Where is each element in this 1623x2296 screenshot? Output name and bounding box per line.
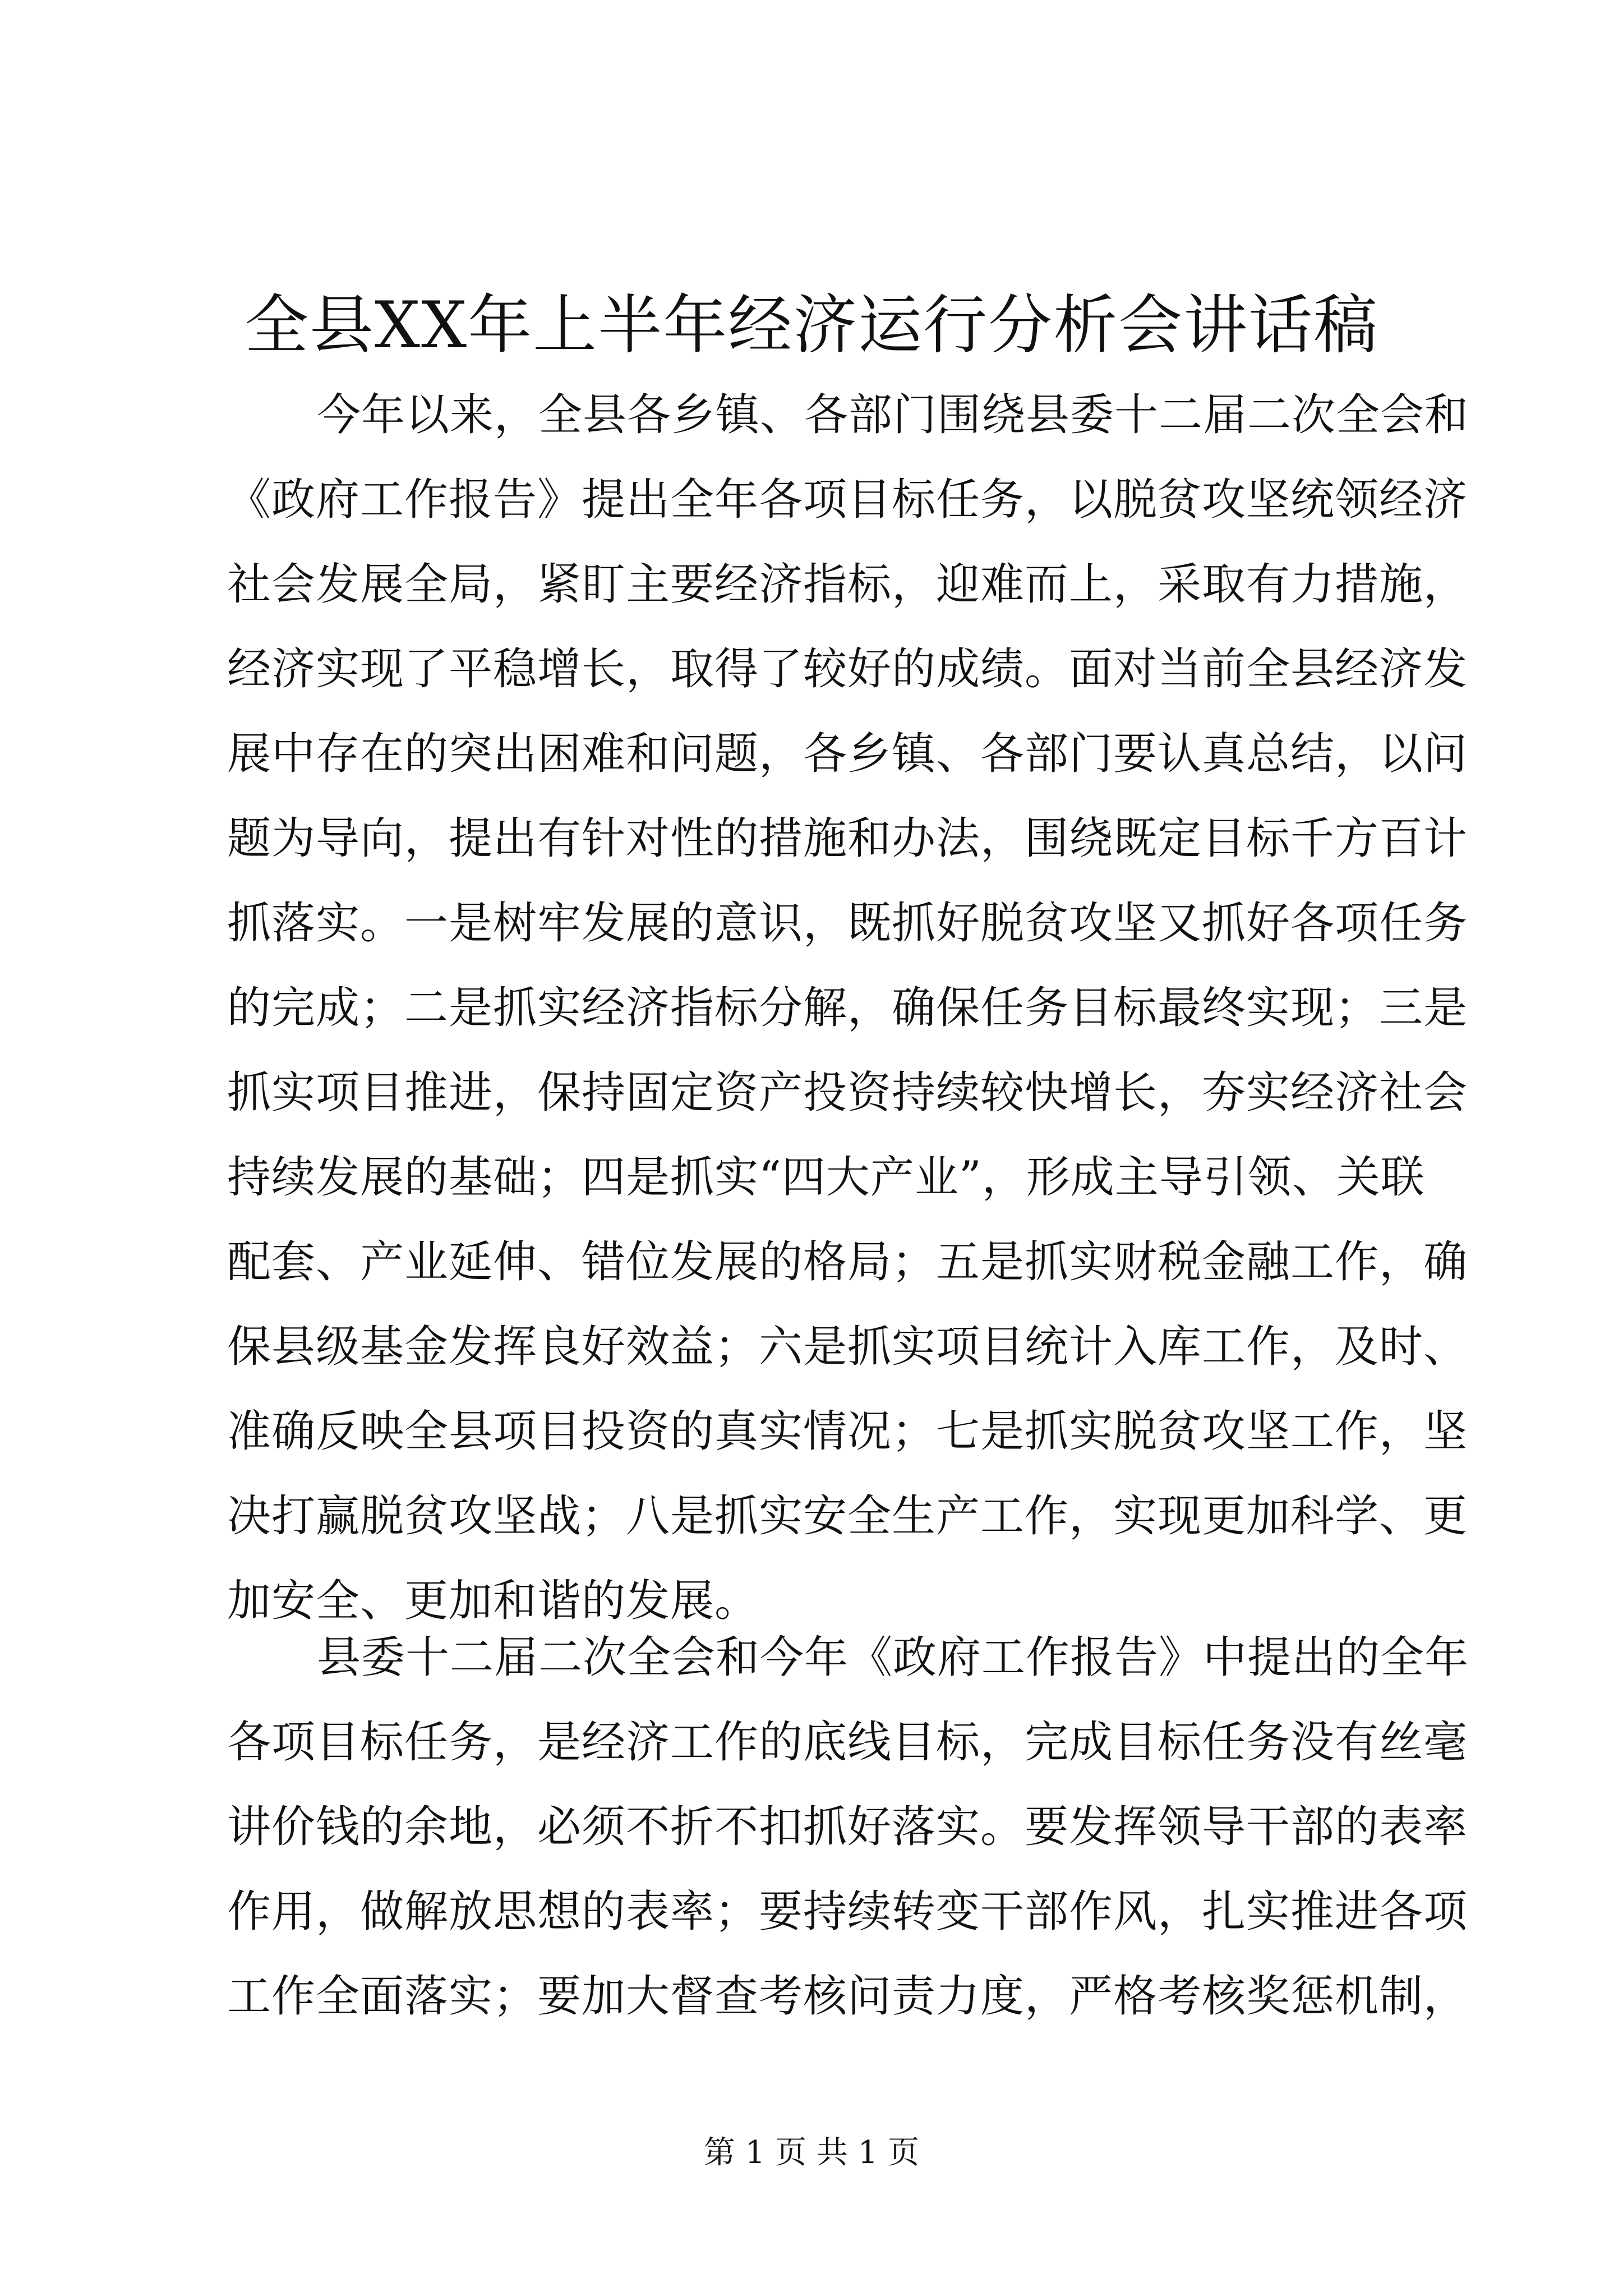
text-line: 工作全面落实；要加大督查考核问责力度，严格考核奖惩机制，	[227, 1971, 1468, 2022]
page-footer: 第 1 页 共 1 页	[703, 2134, 920, 2171]
text-line: 讲价钱的余地，必须不折不扣抓好落实。要发挥领导干部的表率	[227, 1802, 1468, 1852]
text-line: 社会发展全局，紧盯主要经济指标，迎难而上，采取有力措施，	[227, 559, 1468, 610]
text-line: 《政府工作报告》提出全年各项目标任务，以脱贫攻坚统领经济	[227, 475, 1468, 525]
paragraph-2	[227, 1616, 1469, 2039]
text-line: 展中存在的突出困难和问题，各乡镇、各部门要认真总结，以问	[227, 729, 1468, 779]
text-line: 各项目标任务，是经济工作的底线目标，完成目标任务没有丝毫	[227, 1717, 1468, 1768]
document-title: 全县XX年上半年经济运行分析会讲话稿	[244, 288, 1379, 362]
text-line: 抓落实。一是树牢发展的意识，既抓好脱贫攻坚又抓好各项任务	[227, 898, 1468, 949]
text-line: 题为导向，提出有针对性的措施和办法，围绕既定目标千方百计	[227, 813, 1468, 864]
text-line: 保县级基金发挥良好效益；六是抓实项目统计入库工作，及时、	[227, 1322, 1468, 1372]
text-line: 配套、产业延伸、错位发展的格局；五是抓实财税金融工作，确	[227, 1237, 1468, 1287]
text-line: 加安全、更加和谐的发展。	[227, 1576, 759, 1626]
text-line: 今年以来，全县各乡镇、各部门围绕县委十二届二次全会和	[317, 390, 1469, 440]
text-line: 作用，做解放思想的表率；要持续转变干部作风，扎实推进各项	[227, 1887, 1468, 1937]
text-line: 县委十二届二次全会和今年《政府工作报告》中提出的全年	[317, 1632, 1469, 1683]
text-line: 决打赢脱贫攻坚战；八是抓实安全生产工作，实现更加科学、更	[227, 1491, 1468, 1542]
text-line: 经济实现了平稳增长，取得了较好的成绩。面对当前全县经济发	[227, 644, 1468, 694]
paragraph-1	[227, 373, 1469, 1644]
text-line: 抓实项目推进，保持固定资产投资持续较快增长，夯实经济社会	[227, 1068, 1468, 1118]
text-line: 的完成；二是抓实经济指标分解，确保任务目标最终实现；三是	[227, 983, 1468, 1033]
text-line: 准确反映全县项目投资的真实情况；七是抓实脱贫攻坚工作，坚	[227, 1406, 1468, 1457]
text-line: 持续发展的基础；四是抓实“四大产业”，形成主导引领、关联	[227, 1152, 1425, 1203]
